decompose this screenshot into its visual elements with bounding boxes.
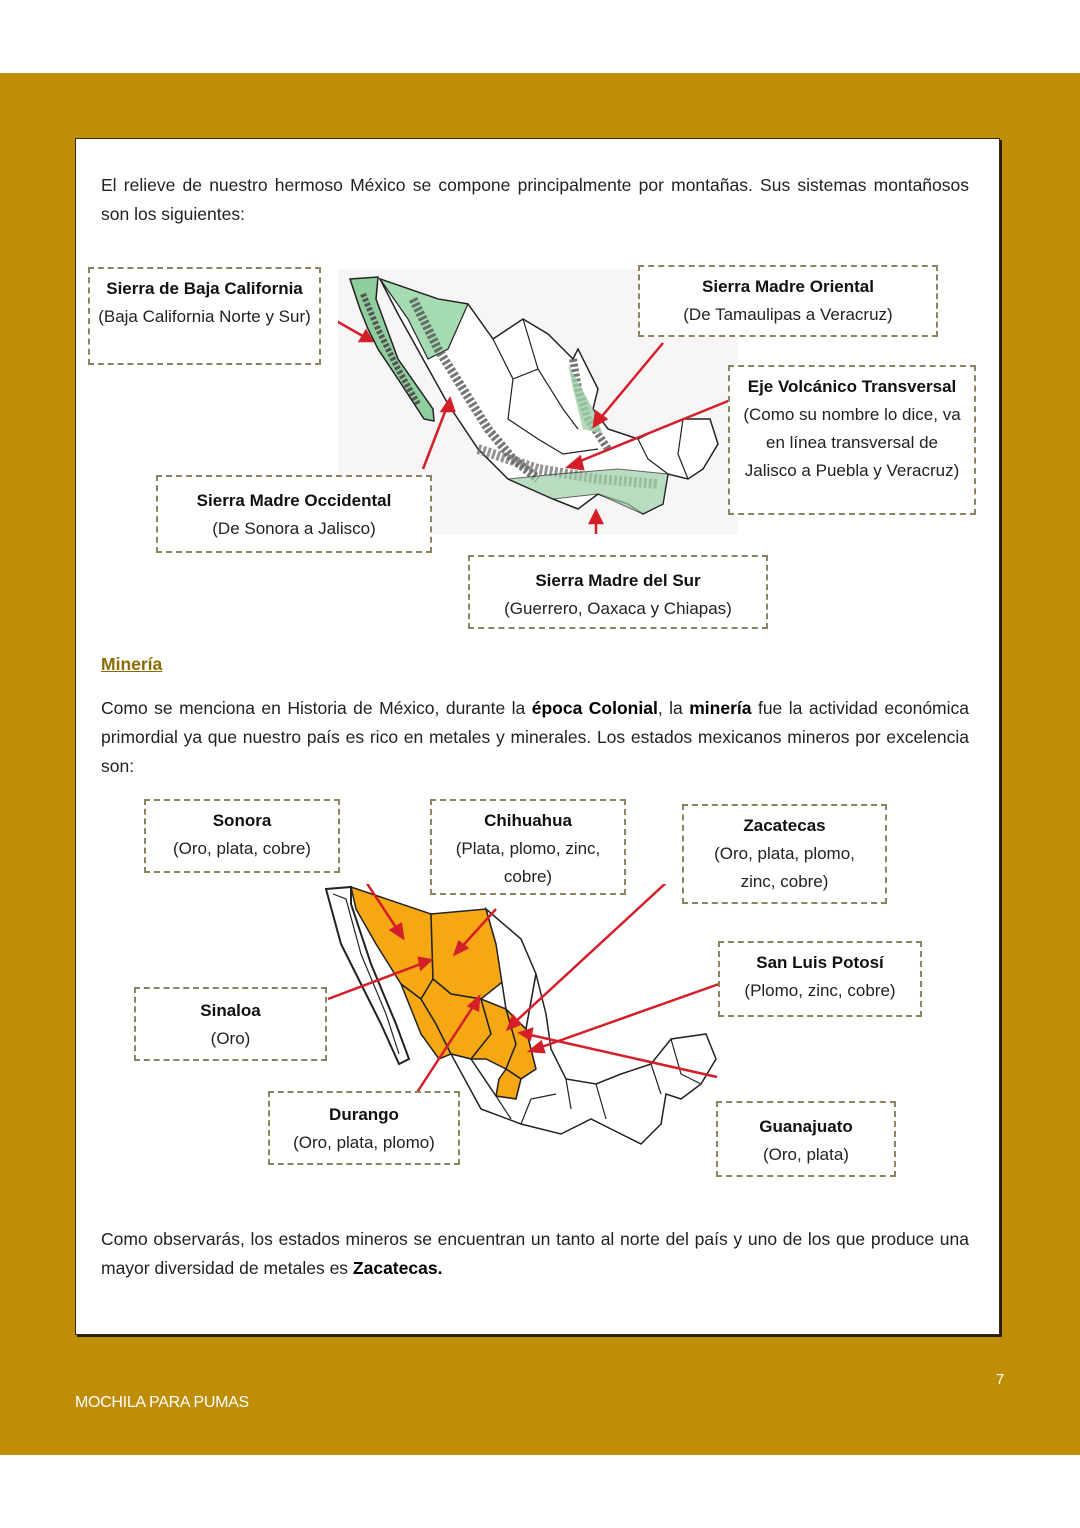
text-run: fue la actividad económica primordial ya que nuestro país es rico en metales y minerales. Los estados mexicanos mineros por excelencia son:	[101, 698, 970, 776]
text-run: Como observarás, los estados mineros se encuentran un tanto al norte del país y uno de los que produce una mayor diversidad de metales es	[101, 1229, 969, 1278]
state-metals: (Oro)	[210, 1029, 251, 1048]
bold-text: Zacatecas.	[352, 1258, 443, 1278]
label-guanajuato	[716, 1101, 896, 1177]
state-name: Durango	[329, 1105, 399, 1124]
label-sierra-madre-del-sur	[468, 555, 768, 629]
label-sonora	[144, 799, 340, 873]
page-number: 7	[996, 1371, 1005, 1388]
state-metals: (Plata, plomo, zinc, cobre)	[455, 839, 601, 886]
state-metals: (Oro, plata)	[763, 1145, 849, 1164]
system-detail: (Baja California Norte y Sur)	[98, 307, 311, 326]
section-title-mineria: Minería	[101, 654, 163, 674]
state-name: Zacatecas	[743, 816, 826, 835]
system-detail: (Como su nombre lo dice, va en línea transversal de Jalisco a Puebla y Veracruz)	[743, 405, 961, 480]
system-name: Sierra Madre Occidental	[196, 491, 392, 510]
intro-paragraph: El relieve de nuestro hermoso México se compone principalmente por montañas. Sus sistemas montañosos son los siguientes:	[101, 175, 969, 224]
label-san-luis-potosi	[718, 941, 922, 1017]
state-name: Chihuahua	[484, 811, 572, 830]
label-eje-volcanico-transversal	[728, 365, 976, 515]
mining-conclusion-paragraph	[101, 1225, 969, 1283]
state-metals: (Plomo, zinc, cobre)	[744, 981, 896, 1000]
label-sinaloa	[134, 987, 327, 1061]
label-sierra-madre-oriental	[638, 265, 938, 337]
system-name: Sierra Madre Oriental	[702, 277, 874, 296]
footer-brand: MOCHILA PARA PUMAS	[75, 1394, 249, 1411]
system-detail: (Guerrero, Oaxaca y Chiapas)	[504, 599, 732, 618]
state-metals: (Oro, plata, plomo)	[293, 1133, 435, 1152]
system-detail: (De Sonora a Jalisco)	[212, 519, 376, 538]
state-name: San Luis Potosí	[756, 953, 884, 972]
label-sierra-madre-occidental	[156, 475, 432, 553]
system-name: Sierra de Baja California	[106, 279, 303, 298]
document-page	[75, 138, 1000, 1335]
bold-text: época Colonial	[531, 698, 658, 718]
system-name: Eje Volcánico Transversal	[747, 377, 957, 396]
label-sierra-baja-california	[88, 267, 321, 365]
text-run: Como se menciona en Historia de México, durante la	[101, 698, 532, 718]
state-metals: (Oro, plata, cobre)	[173, 839, 311, 858]
state-name: Sinaloa	[200, 1001, 261, 1020]
label-zacatecas	[682, 804, 887, 904]
system-detail: (De Tamaulipas a Veracruz)	[683, 305, 893, 324]
system-name: Sierra Madre del Sur	[535, 571, 701, 590]
label-durango	[268, 1091, 460, 1165]
bold-text: minería	[689, 698, 752, 718]
state-name: Guanajuato	[759, 1117, 853, 1136]
text-run: , la	[657, 698, 690, 718]
state-metals: (Oro, plata, plomo, zinc, cobre)	[714, 844, 855, 891]
state-name: Sonora	[212, 811, 272, 830]
label-chihuahua	[430, 799, 626, 895]
mining-intro-paragraph	[101, 694, 969, 781]
